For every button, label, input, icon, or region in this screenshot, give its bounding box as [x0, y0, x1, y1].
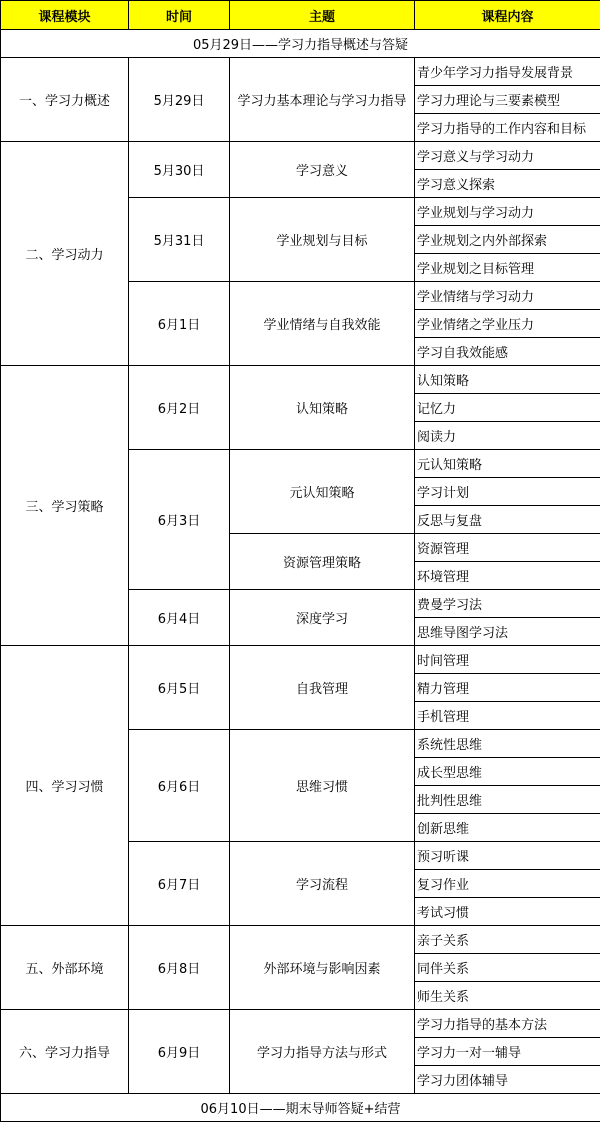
session-topic: 认知策略: [230, 366, 415, 450]
session-date: 5月31日: [129, 198, 230, 282]
session-topic: 学习力指导方法与形式: [230, 1010, 415, 1094]
session-date: 6月1日: [129, 282, 230, 366]
content-item: 青少年学习力指导发展背景: [415, 58, 600, 86]
opening-row: [1, 30, 600, 58]
content-item: 学业情绪之学业压力: [415, 310, 600, 338]
session-date: 6月8日: [129, 926, 230, 1010]
session-date: 6月9日: [129, 1010, 230, 1094]
content-item: 学业规划与学习动力: [415, 198, 600, 226]
header-content: 课程内容: [415, 1, 600, 30]
content-item: 学习力理论与三要素模型: [415, 86, 600, 114]
session-date: 6月5日: [129, 646, 230, 730]
session-date: 6月7日: [129, 842, 230, 926]
content-item: 学习力团体辅导: [415, 1066, 600, 1094]
table-row: [1, 366, 600, 394]
module-name: 三、学习策略: [1, 366, 129, 646]
content-item: 学习力指导的工作内容和目标: [415, 114, 600, 142]
session-date: 6月3日: [129, 450, 230, 590]
session-topic: 学业规划与目标: [230, 198, 415, 282]
content-item: 创新思维: [415, 814, 600, 842]
session-topic: 学业情绪与自我效能: [230, 282, 415, 366]
content-item: 费曼学习法: [415, 590, 600, 618]
content-item: 师生关系: [415, 982, 600, 1010]
table-row: [1, 1010, 600, 1038]
content-item: 成长型思维: [415, 758, 600, 786]
content-item: 阅读力: [415, 422, 600, 450]
content-item: 学习计划: [415, 478, 600, 506]
header-topic: 主题: [230, 1, 415, 30]
content-item: 思维导图学习法: [415, 618, 600, 646]
session-date: 6月2日: [129, 366, 230, 450]
content-item: 学业规划之内外部探索: [415, 226, 600, 254]
session-topic: 外部环境与影响因素: [230, 926, 415, 1010]
session-topic: 自我管理: [230, 646, 415, 730]
session-topic: 学习流程: [230, 842, 415, 926]
content-item: 学习意义与学习动力: [415, 142, 600, 170]
table-row: [1, 142, 600, 170]
content-item: 精力管理: [415, 674, 600, 702]
content-item: 记忆力: [415, 394, 600, 422]
session-topic: 学习力基本理论与学习力指导: [230, 58, 415, 142]
table-row: [1, 58, 600, 86]
session-topic: 元认知策略: [230, 450, 415, 534]
session-date: 6月6日: [129, 730, 230, 842]
content-item: 复习作业: [415, 870, 600, 898]
module-name: 六、学习力指导: [1, 1010, 129, 1094]
module-name: 五、外部环境: [1, 926, 129, 1010]
content-item: 同伴关系: [415, 954, 600, 982]
content-item: 资源管理: [415, 534, 600, 562]
content-item: 时间管理: [415, 646, 600, 674]
session-topic: 学习意义: [230, 142, 415, 198]
content-item: 认知策略: [415, 366, 600, 394]
closing-row: [1, 1094, 600, 1122]
session-topic: 深度学习: [230, 590, 415, 646]
header-row: [1, 1, 600, 30]
table-row: [1, 926, 600, 954]
module-name: 一、学习力概述: [1, 58, 129, 142]
content-item: 学业规划之目标管理: [415, 254, 600, 282]
content-item: 环境管理: [415, 562, 600, 590]
content-item: 手机管理: [415, 702, 600, 730]
content-item: 元认知策略: [415, 450, 600, 478]
header-module: 课程模块: [1, 1, 129, 30]
content-item: 系统性思维: [415, 730, 600, 758]
content-item: 亲子关系: [415, 926, 600, 954]
session-date: 6月4日: [129, 590, 230, 646]
opening-session: 05月29日——学习力指导概述与答疑: [1, 30, 600, 58]
module-name: 二、学习动力: [1, 142, 129, 366]
module-name: 四、学习习惯: [1, 646, 129, 926]
content-item: 学习意义探索: [415, 170, 600, 198]
table-row: [1, 646, 600, 674]
session-topic: 思维习惯: [230, 730, 415, 842]
content-item: 反思与复盘: [415, 506, 600, 534]
closing-session: 06月10日——期末导师答疑+结营: [1, 1094, 600, 1122]
content-item: 考试习惯: [415, 898, 600, 926]
content-item: 学业情绪与学习动力: [415, 282, 600, 310]
content-item: 预习听课: [415, 842, 600, 870]
session-date: 5月30日: [129, 142, 230, 198]
content-item: 学习力一对一辅导: [415, 1038, 600, 1066]
content-item: 学习自我效能感: [415, 338, 600, 366]
schedule-body: [1, 30, 600, 1122]
content-item: 批判性思维: [415, 786, 600, 814]
header-date: 时间: [129, 1, 230, 30]
content-item: 学习力指导的基本方法: [415, 1010, 600, 1038]
session-topic: 资源管理策略: [230, 534, 415, 590]
session-date: 5月29日: [129, 58, 230, 142]
